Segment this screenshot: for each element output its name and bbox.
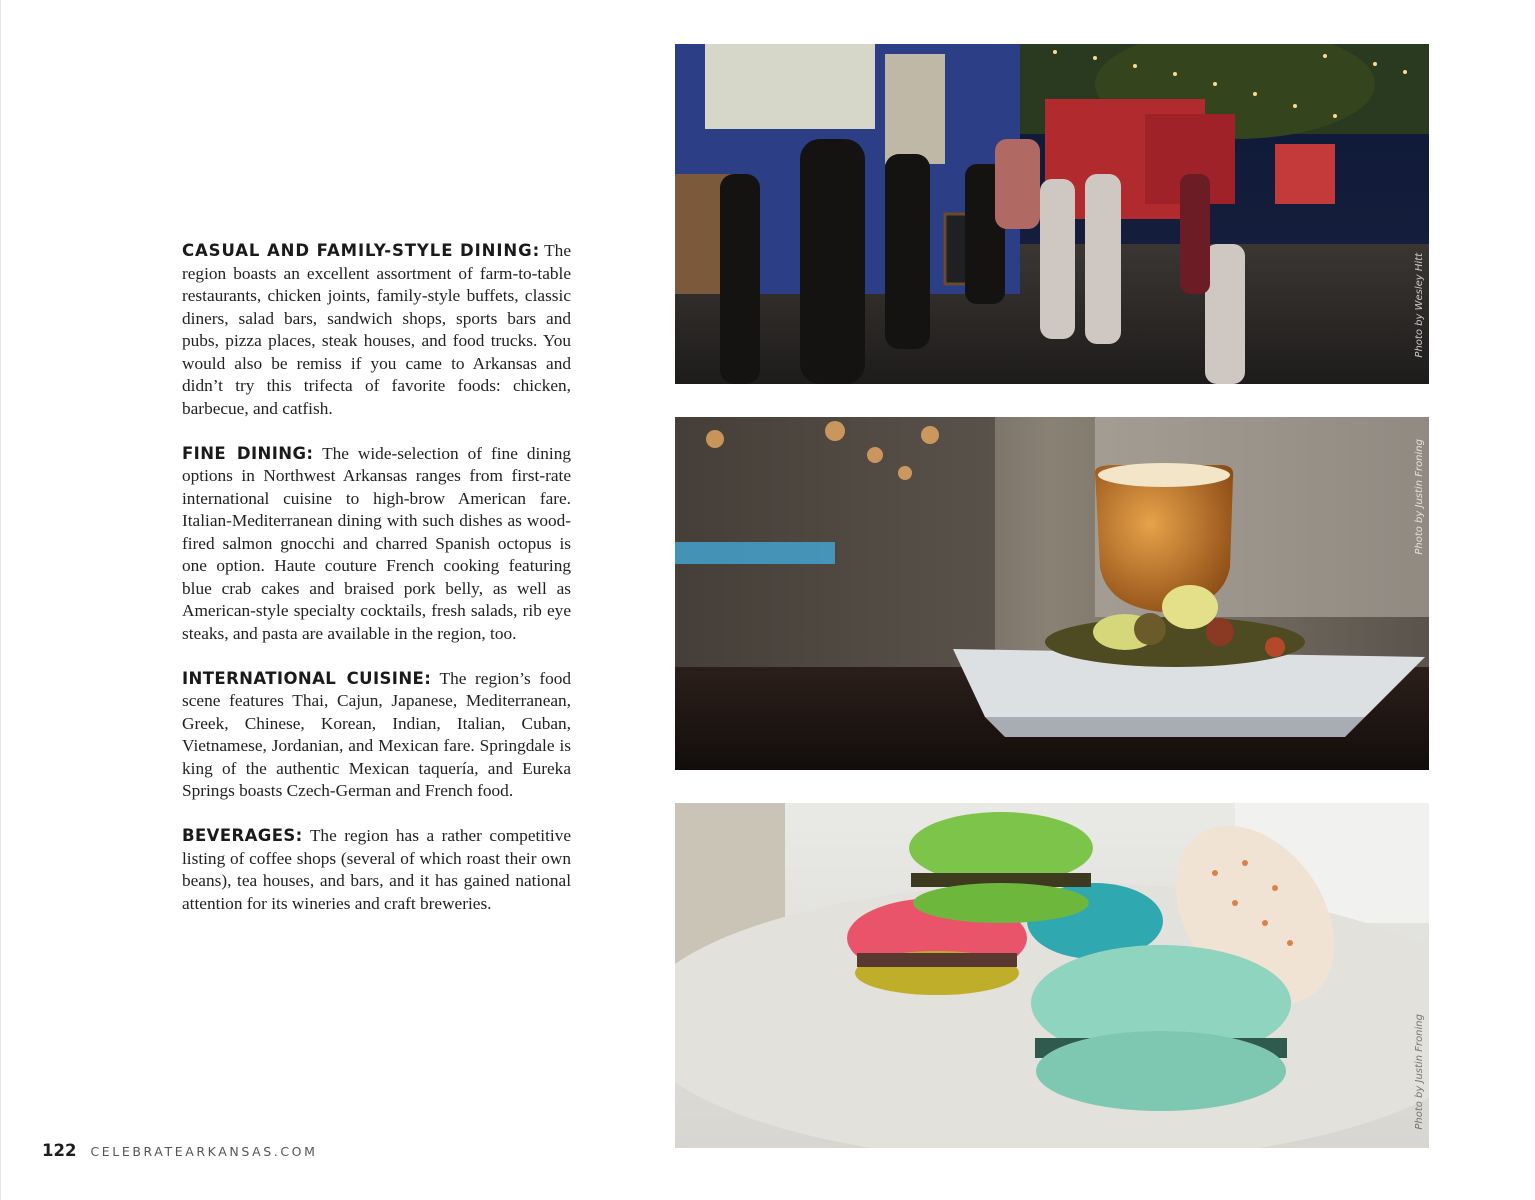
website-link: CELEBRATEARKANSAS.COM [90,1144,318,1159]
section-heading: INTERNATIONAL CUISINE: [182,668,432,688]
page-edge [0,0,1,1200]
article-text [182,240,571,938]
photo-credit: Photo by Wesley Hitt [1414,253,1425,358]
section-international-cuisine [182,668,571,803]
page-number: 122 [42,1141,77,1160]
page-footer [42,1141,318,1163]
macaron-photo [675,803,1429,1148]
section-body: The region’s food scene features Thai, Cajun, Japanese, Mediterranean, Greek, Chinese, Korean, Indian, Italian, Cuban, Vietnamese, Jordanian, and Mexican fare. Springdale is king of the authentic Mexican taquería, and Eureka Springs boasts Czech-German and French food. [182,668,571,800]
section-beverages [182,825,571,915]
photo-credit: Photo by Justin Froning [1414,439,1425,555]
photo-credit: Photo by Justin Froning [1414,1014,1425,1130]
section-body: The wide-selection of fine dining options in Northwest Arkansas ranges from first-rate international cuisine to high-brow American fare. Italian-Mediterranean dining with such dishes as wood-fired salmon gnocchi and charred Spanish octopus is one option. Haute couture French cooking featuring blue crab cakes and braised pork belly, as well as American-style specialty cocktails, fresh salads, rib eye steaks, and pasta are available in the region, too. [182,443,571,643]
section-fine-dining [182,443,571,646]
food-truck-photo [675,44,1429,384]
section-heading: CASUAL AND FAMILY-STYLE DINING: [182,241,541,260]
section-heading: BEVERAGES: [182,826,303,845]
section-body: The region has a rather competitive listing of coffee shops (several of which roast their own beans), tea houses, and bars, and it has gained national attention for its wineries and craft breweries. [182,826,571,913]
section-casual-dining [182,240,571,420]
beer-dish-photo [675,417,1429,770]
section-heading: FINE DINING: [182,443,314,463]
section-body: The region boasts an excellent assortment of farm-to-table restaurants, chicken joints, family-style buffets, classic diners, salad bars, sandwich shops, sports bars and pubs, pizza places, steak houses, and food trucks. You would also be remiss if you came to Arkansas and didn’t try this trifecta of favorite foods: chicken, barbecue, and catfish. [182,241,571,418]
